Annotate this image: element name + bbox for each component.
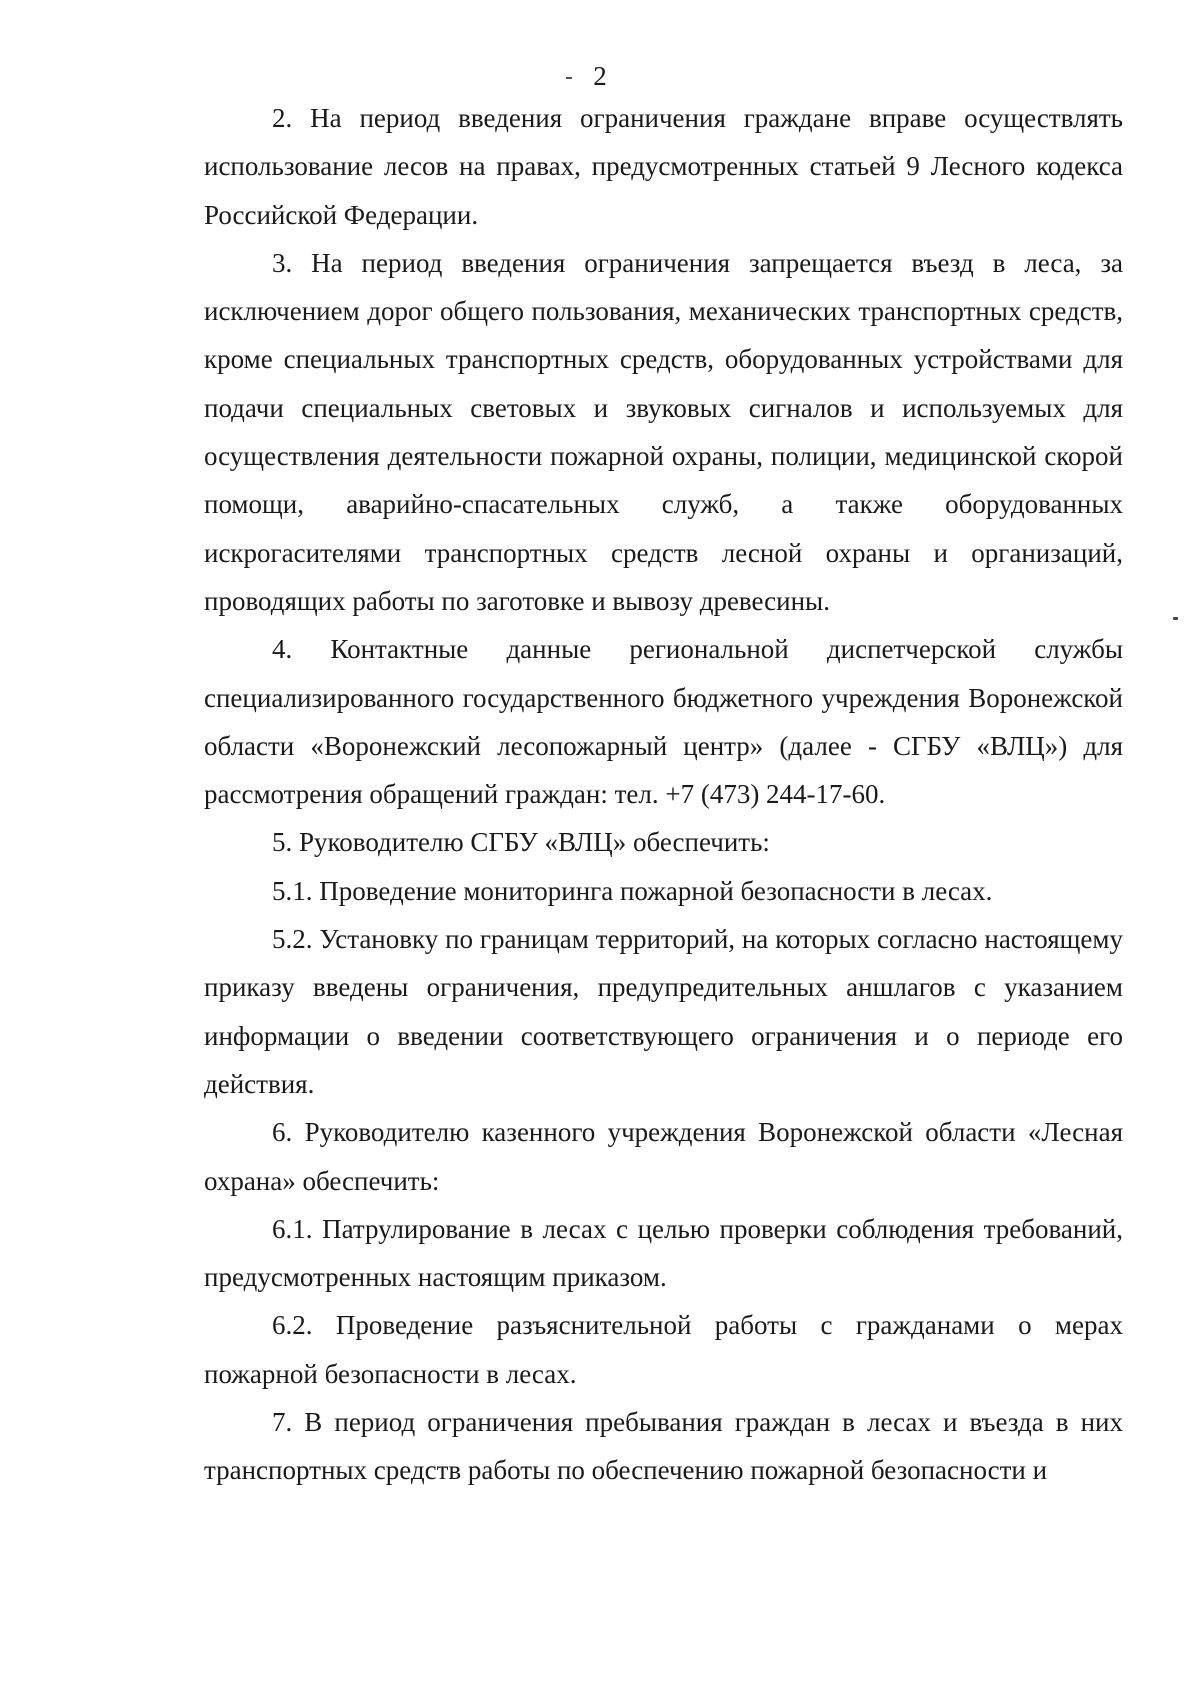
scan-mark-dash (566, 77, 572, 79)
paragraph-3: 3. На период введения ограничения запрещается въезд в леса, за исключением дорог общего пользования, механических транспортных средств, кроме специальных транспортных средств, оборудованных устройствами для подачи специальных световых и звуковых сигналов и используемых для осуществления деятельности пожарной охраны, полиции, медицинской скорой помощи, аварийно-спасательных служб, а также оборудованных искрогасителями транспортных средств лесной охраны и организаций, проводящих работы по заготовке и вывозу древесины. (204, 247, 1123, 616)
paragraph-7: 7. В период ограничения пребывания граждан в лесах и въезда в них транспортных средств работы по обеспечению пожарной безопасности и (204, 1407, 1123, 1486)
paragraph-4: 4. Контактные данные региональной диспетчерской службы специализированного государственного бюджетного учреждения Воронежской области «Воронежский лесопожарный центр» (далее - СГБУ «ВЛЦ») для рассмотрения обращений граждан: тел. +7 (473) 244-17-60. (204, 634, 1123, 810)
paragraph-6-2: 6.2. Проведение разъяснительной работы с гражданами о мерах пожарной безопасности в лесах. (204, 1310, 1123, 1389)
page-number: 2 (593, 61, 607, 91)
paragraph-6: 6. Руководителю казенного учреждения Воронежской области «Лесная охрана» обеспечить: (204, 1117, 1123, 1196)
paragraph-5-1: 5.1. Проведение мониторинга пожарной безопасности в лесах. (272, 875, 993, 906)
paragraph-5: 5. Руководителю СГБУ «ВЛЦ» обеспечить: (272, 827, 770, 858)
paragraph-5-2: 5.2. Установку по границам территорий, на которых согласно настоящему приказу введены ограничения, предупредительных аншлагов с указанием информации о введении соответствующего ограничения и о периоде его действия. (204, 924, 1123, 1099)
scan-mark-dot (1173, 617, 1178, 620)
paragraph-2: 2. На период введения ограничения граждане вправе осуществлять использование лесов на правах, предусмотренных статьей 9 Лесного кодекса Российской Федерации. (204, 103, 1123, 230)
paragraph-6-1: 6.1. Патрулирование в лесах с целью проверки соблюдения требований, предусмотренных настоящим приказом. (204, 1213, 1123, 1293)
document-body (204, 94, 1123, 1495)
